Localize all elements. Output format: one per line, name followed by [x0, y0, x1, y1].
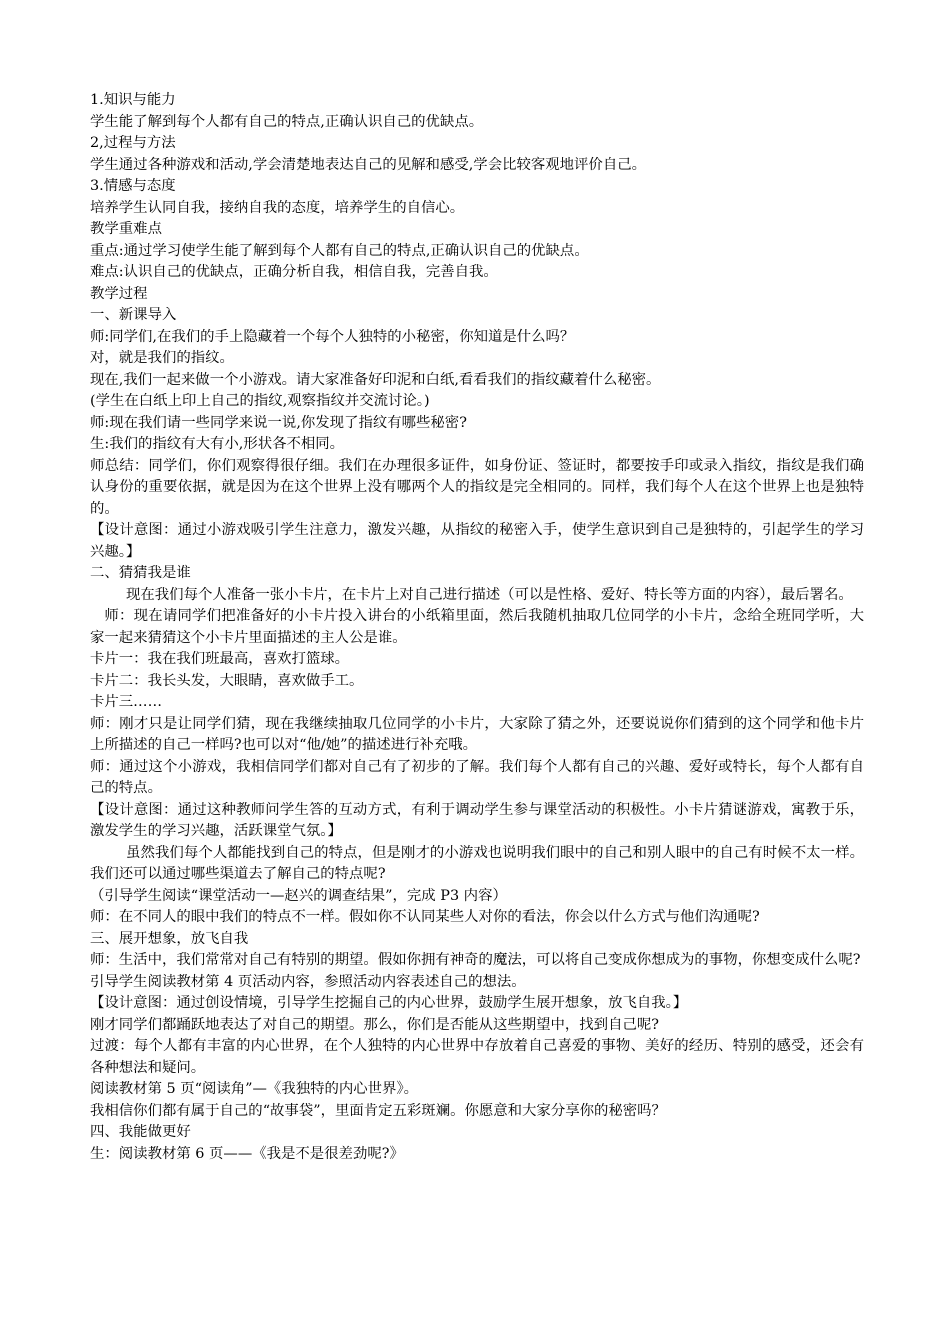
heading-teaching-process: 教学过程 — [90, 285, 148, 302]
paragraph: 卡片三…… — [90, 694, 162, 710]
paragraph: 阅读教材第 5 页“阅读角”—《我独特的内心世界》。 — [90, 1081, 419, 1097]
paragraph: 师：在不同人的眼中我们的特点不一样。假如你不认同某些人对你的看法，你会以什么方式与他们沟通呢? — [90, 909, 760, 925]
paragraph: 师总结：同学们，你们观察得很仔细。我们在办理很多证件，如身份证、签证时，都要按手印或录入指纹，指纹是我们确认身份的重要依据，就是因为在这个世界上没有哪两个人的指纹是完全相同的。同样，我们每个人在这个世界上也是独特的。 — [90, 457, 864, 517]
section-heading: 四、我能做更好 — [90, 1124, 191, 1140]
paragraph: 卡片一：我在我们班最高，喜欢打篮球。 — [90, 651, 350, 667]
paragraph: （引导学生阅读“课堂活动一—赵兴的调查结果”，完成 P3 内容） — [90, 887, 507, 904]
design-intent: 【设计意图：通过创设情境，引导学生挖掘自己的内心世界，鼓励学生展开想象，放飞自我。】 — [90, 995, 688, 1011]
paragraph: 难点:认识自己的优缺点，正确分析自我，相信自我，完善自我。 — [90, 264, 498, 280]
paragraph: 卡片二：我长头发，大眼睛，喜欢做手工。 — [90, 672, 364, 689]
paragraph: 学生能了解到每个人都有自己的特点,正确认识自己的优缺点。 — [90, 113, 484, 130]
document-page — [90, 90, 864, 1165]
paragraph: 虽然我们每个人都能找到自己的特点，但是刚才的小游戏也说明我们眼中的自己和别人眼中的自己有时候不太一样。我们还可以通过哪些渠道去了解自己的特点呢? — [90, 844, 864, 882]
paragraph: 师:现在我们请一些同学来说一说,你发现了指纹有哪些秘密? — [90, 414, 467, 431]
section-heading: 三、展开想象，放飞自我 — [90, 930, 249, 947]
heading-knowledge: 1.知识与能力 — [90, 92, 176, 108]
paragraph: 学生通过各种游戏和活动,学会清楚地表达自己的见解和感受,学会比较客观地评价自己。 — [90, 156, 646, 173]
heading-key-points: 教学重难点 — [90, 221, 162, 237]
paragraph: (学生在白纸上印上自己的指纹,观察指纹并交流讨论。) — [90, 393, 430, 409]
paragraph: 我相信你们都有属于自己的“故事袋”，里面肯定五彩斑斓。你愿意和大家分享你的秘密吗？ — [90, 1102, 666, 1119]
paragraph: 生:我们的指纹有大有小,形状各不相同。 — [90, 436, 345, 452]
paragraph: 刚才同学们都踊跃地表达了对自己的期望。那么，你们是否能从这些期望中，找到自己呢? — [90, 1016, 659, 1033]
paragraph: 师:同学们,在我们的手上隐藏着一个每个人独特的小秘密，你知道是什么吗？ — [90, 328, 575, 345]
heading-emotion: 3.情感与态度 — [90, 178, 176, 194]
section-heading: 二、猜猜我是谁 — [90, 565, 191, 581]
paragraph: 对，就是我们的指纹。 — [90, 350, 234, 366]
design-intent: 【设计意图：通过小游戏吸引学生注意力，激发兴趣，从指纹的秘密入手，使学生意识到自己是独特的，引起学生的学习兴趣。】 — [90, 522, 864, 560]
paragraph: 生：阅读教材第 6 页——《我是不是很差劲呢?》 — [90, 1145, 404, 1162]
paragraph: 培养学生认同自我，接纳自我的态度，培养学生的自信心。 — [90, 199, 465, 216]
heading-process: 2,过程与方法 — [90, 135, 176, 151]
paragraph: 现在我们每个人准备一张小卡片，在卡片上对自己进行描述（可以是性格、爱好、特长等方面的内容），最后署名。 — [126, 586, 853, 603]
paragraph: 现在,我们一起来做一个小游戏。请大家准备好印泥和白纸,看看我们的指纹藏着什么秘密。 — [90, 371, 661, 388]
paragraph: 师：现在请同学们把准备好的小卡片投入讲台的小纸箱里面，然后我随机抽取几位同学的小卡片，念给全班同学听，大家一起来猜猜这个小卡片里面描述的主人公是谁。 — [90, 608, 864, 646]
paragraph: 师：刚才只是让同学们猜，现在我继续抽取几位同学的小卡片，大家除了猜之外，还要说说你们猜到的这个同学和他卡片上所描述的自己一样吗?也可以对“他/她”的描述进行补充哦。 — [90, 715, 864, 753]
paragraph: 引导学生阅读教材第 4 页活动内容，参照活动内容表述自己的想法。 — [90, 973, 526, 990]
paragraph: 重点:通过学习使学生能了解到每个人都有自己的特点,正确认识自己的优缺点。 — [90, 242, 589, 259]
design-intent: 【设计意图：通过这种教师问学生答的互动方式，有利于调动学生参与课堂活动的积极性。小卡片猜谜游戏，寓教于乐，激发学生的学习兴趣，活跃课堂气氛。】 — [90, 801, 864, 839]
paragraph: 师：生活中，我们常常对自己有特别的期望。假如你拥有神奇的魔法，可以将自己变成你想成为的事物，你想变成什么呢? — [90, 952, 861, 968]
section-heading: 一、新课导入 — [90, 307, 177, 323]
paragraph: 师：通过这个小游戏，我相信同学们都对自己有了初步的了解。我们每个人都有自己的兴趣、爱好或特长，每个人都有自己的特点。 — [90, 758, 864, 796]
paragraph: 过渡：每个人都有丰富的内心世界，在个人独特的内心世界中存放着自己喜爱的事物、美好的经历、特别的感受，还会有各种想法和疑问。 — [90, 1038, 864, 1076]
